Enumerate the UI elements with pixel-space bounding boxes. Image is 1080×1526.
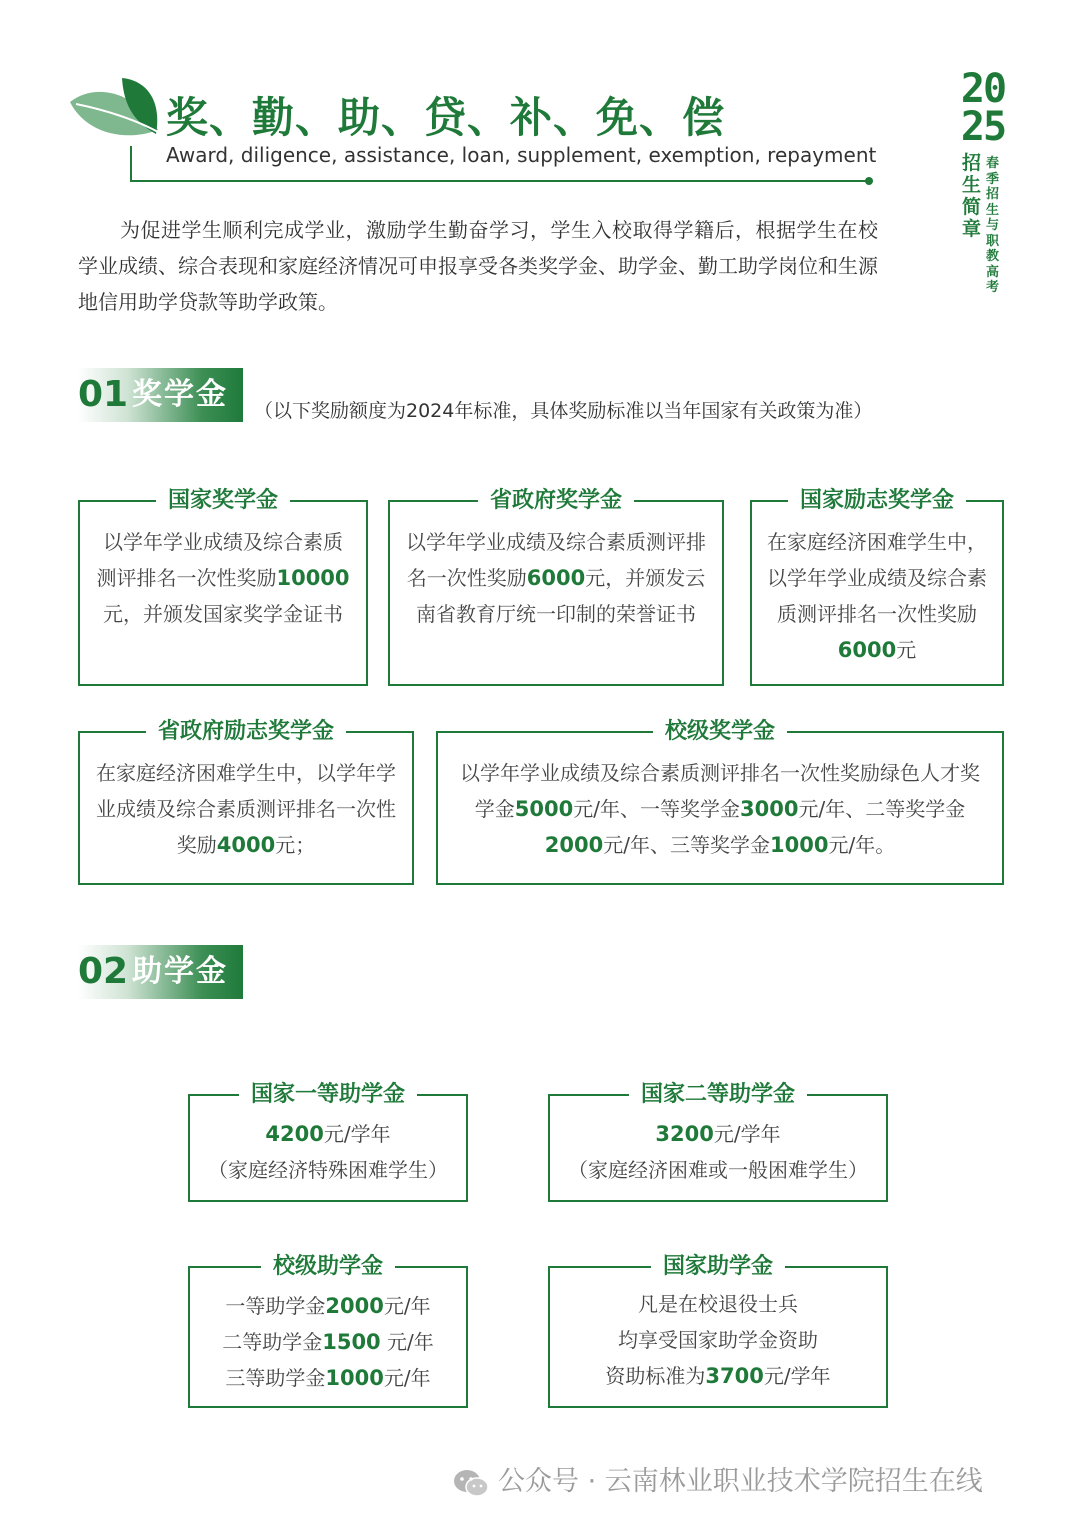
award-text: 元/年、三等奖学金 xyxy=(603,833,770,857)
award-amount: 5000 xyxy=(514,797,574,821)
award-text: 以学年学业成绩及综合素质测评排名一次性奖励 xyxy=(96,530,343,590)
intro-paragraph: 为促进学生顺利完成学业，激励学生勤奋学习，学生入校取得学籍后，根据学生在校学业成绩、综合表现和家庭经济情况可申报享受各类奖学金、助学金、勤工助学岗位和生源地信用助学贷款等助学政策。 xyxy=(78,218,878,314)
leaf-logo-icon xyxy=(66,72,166,152)
grant-line: 凡是在校退役士兵 xyxy=(638,1292,798,1316)
grant-text: 元/学年 xyxy=(713,1122,781,1146)
grant-text: 元/学年 xyxy=(323,1122,391,1146)
award-text: 以学年学业成绩及综合素质测评排名一次性奖励 xyxy=(406,530,706,590)
award-amount: 3000 xyxy=(740,797,799,821)
grant-line: （家庭经济困难或一般困难学生） xyxy=(568,1158,868,1182)
grant-box-body xyxy=(564,1116,872,1188)
section-title: 奖学金 xyxy=(132,377,228,412)
award-amount: 4000 xyxy=(216,833,276,857)
grant-amount: 3700 xyxy=(705,1364,764,1388)
award-text: 元 xyxy=(896,638,917,662)
grant-line xyxy=(204,1116,452,1152)
grant-box-body xyxy=(564,1286,872,1394)
section-number: 02 xyxy=(78,951,129,992)
grant-box-body xyxy=(204,1288,452,1396)
brand-subtitle-vertical: 春季招生与职教高考 xyxy=(986,156,1000,295)
grant-line xyxy=(564,1116,872,1152)
award-box-provincial-inspirational xyxy=(78,719,414,885)
grant-line xyxy=(204,1324,452,1360)
grant-text: 二等助学金 xyxy=(222,1330,323,1354)
award-box-title: 省政府励志奖学金 xyxy=(146,717,346,747)
award-box-body xyxy=(452,755,988,863)
grant-text: 三等助学金 xyxy=(225,1366,326,1390)
grant-box-national-second xyxy=(548,1082,888,1202)
brand-title-vertical: 招生简章 xyxy=(962,152,982,240)
award-text: 元/年、一等奖学金 xyxy=(573,797,740,821)
grant-box-body xyxy=(204,1116,452,1188)
award-box-body xyxy=(94,524,352,632)
grant-line xyxy=(564,1358,872,1394)
grant-box-national-first xyxy=(188,1082,468,1202)
grant-line: 均享受国家助学金资助 xyxy=(618,1328,818,1352)
award-box-body xyxy=(404,524,708,632)
award-box-body xyxy=(766,524,988,668)
award-text: 元，并颁发云南省教育厅统一印制的荣誉证书 xyxy=(416,566,706,626)
grant-line xyxy=(204,1288,452,1324)
award-text: 元/年、二等奖学金 xyxy=(798,797,966,821)
page-subtitle: Award, diligence, assistance, loan, supplement, exemption, repayment xyxy=(166,143,877,167)
award-amount: 6000 xyxy=(526,566,586,590)
section-number: 01 xyxy=(78,374,129,415)
grant-text: 元/年 xyxy=(383,1294,431,1318)
grant-box-title: 国家一等助学金 xyxy=(239,1080,417,1110)
header-divider-vertical xyxy=(130,146,132,182)
award-text: 在家庭经济困难学生中，以学年学业成绩及综合素质测评排名一次性奖励 xyxy=(767,530,987,626)
award-text: 以学年学业成绩及综合素质测评排名一次性奖励绿色人才奖学金 xyxy=(460,761,980,821)
award-amount: 1000 xyxy=(770,833,829,857)
grant-amount: 2000 xyxy=(325,1294,384,1318)
award-text: 元； xyxy=(275,833,316,857)
grant-text: 元/学年 xyxy=(763,1364,831,1388)
grant-text: 元/年 xyxy=(380,1330,434,1354)
grant-amount: 1500 xyxy=(322,1330,381,1354)
section-title: 助学金 xyxy=(132,954,228,989)
section-note: （以下奖励额度为2024年标准，具体奖励标准以当年国家有关政策为准） xyxy=(254,400,873,422)
grant-amount: 3200 xyxy=(655,1122,714,1146)
award-text: 在家庭经济困难学生中，以学年学业成绩及综合素质测评排名一次性奖励 xyxy=(96,761,396,857)
award-amount: 10000 xyxy=(276,566,350,590)
brand-year-top: 20 xyxy=(960,66,1006,112)
grant-text: 元/年 xyxy=(383,1366,431,1390)
grant-box-national xyxy=(548,1254,888,1408)
award-text: 元，并颁发国家奖学金证书 xyxy=(103,602,343,626)
award-box-school-scholarship xyxy=(436,719,1004,885)
award-box-title: 省政府奖学金 xyxy=(478,486,634,516)
award-box-national-inspirational xyxy=(750,488,1004,686)
grant-box-school xyxy=(188,1254,468,1408)
grant-amount: 4200 xyxy=(265,1122,324,1146)
grant-line xyxy=(204,1360,452,1396)
header-divider-dot xyxy=(865,177,873,185)
grant-box-title: 校级助学金 xyxy=(261,1252,395,1282)
brand-year-bottom: 25 xyxy=(960,104,1006,150)
award-box-title: 校级奖学金 xyxy=(653,717,787,747)
page-title: 奖、勤、助、贷、补、免、偿 xyxy=(166,93,726,142)
grant-text: 资助标准为 xyxy=(605,1364,706,1388)
header-divider xyxy=(130,180,870,182)
award-text: 元/年。 xyxy=(828,833,896,857)
award-box-title: 国家励志奖学金 xyxy=(788,486,966,516)
award-box-title: 国家奖学金 xyxy=(156,486,290,516)
grant-box-title: 国家助学金 xyxy=(651,1252,785,1282)
award-amount: 2000 xyxy=(544,833,604,857)
footer-wechat-account xyxy=(452,1462,983,1502)
brand-year xyxy=(960,66,1006,150)
grant-text: 一等助学金 xyxy=(225,1294,326,1318)
grant-box-title: 国家二等助学金 xyxy=(629,1080,807,1110)
footer-text: 公众号 · 云南林业职业技术学院招生在线 xyxy=(498,1466,983,1497)
award-box-body xyxy=(94,755,398,863)
award-amount: 6000 xyxy=(837,638,897,662)
grant-amount: 1000 xyxy=(325,1366,384,1390)
award-box-provincial-scholarship xyxy=(388,488,724,686)
award-box-national-scholarship xyxy=(78,488,368,686)
grant-line: （家庭经济特殊困难学生） xyxy=(208,1158,448,1182)
wechat-icon xyxy=(452,1468,490,1498)
